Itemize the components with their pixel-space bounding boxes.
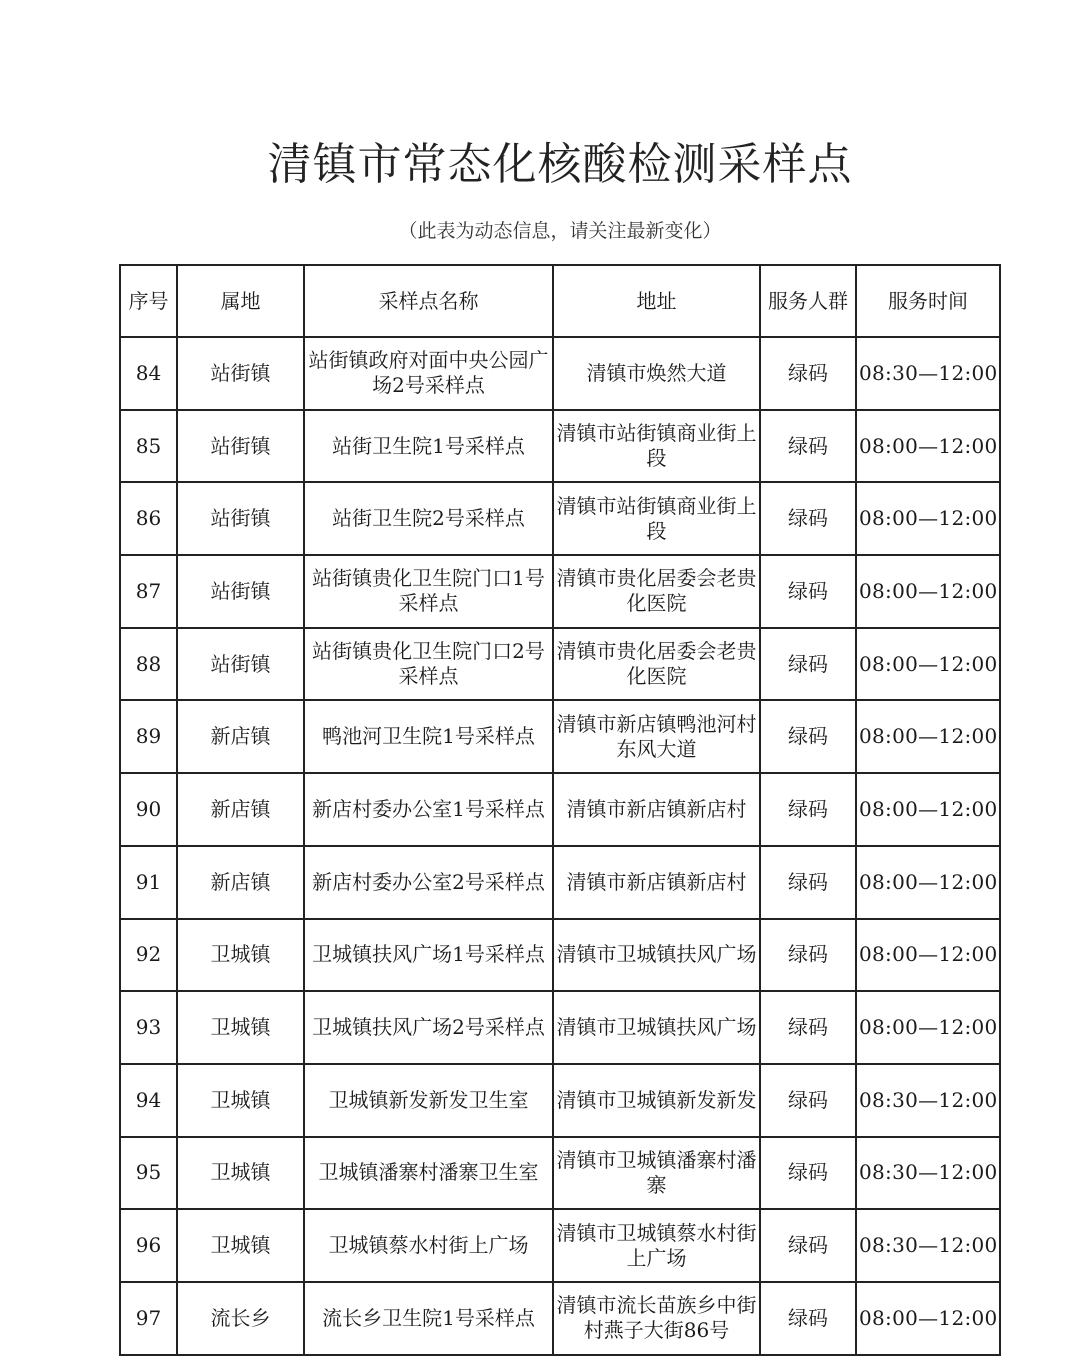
cell-address: 清镇市卫城镇扶风广场 — [553, 991, 760, 1064]
cell-service-group: 绿码 — [760, 410, 856, 483]
cell-address: 清镇市卫城镇潘寨村潘寨 — [553, 1137, 760, 1210]
table-row — [120, 1064, 1000, 1137]
table-row — [120, 1209, 1000, 1282]
cell-district: 新店镇 — [177, 846, 304, 919]
cell-index: 86 — [120, 482, 177, 555]
sampling-sites-table — [119, 264, 1001, 1356]
cell-district: 卫城镇 — [177, 919, 304, 992]
table-row — [120, 1282, 1000, 1355]
cell-site-name: 卫城镇新发新发卫生室 — [304, 1064, 553, 1137]
cell-service-time: 08:00—12:00 — [856, 846, 1000, 919]
cell-service-group: 绿码 — [760, 1209, 856, 1282]
table-row — [120, 846, 1000, 919]
cell-index: 90 — [120, 773, 177, 846]
cell-address: 清镇市卫城镇新发新发 — [553, 1064, 760, 1137]
table-row — [120, 991, 1000, 1064]
header-service-group: 服务人群 — [760, 265, 856, 337]
cell-index: 91 — [120, 846, 177, 919]
cell-address: 清镇市新店镇新店村 — [553, 773, 760, 846]
cell-site-name: 站街卫生院1号采样点 — [304, 410, 553, 483]
cell-district: 新店镇 — [177, 700, 304, 773]
cell-index: 97 — [120, 1282, 177, 1355]
cell-service-time: 08:30—12:00 — [856, 1064, 1000, 1137]
cell-service-time: 08:00—12:00 — [856, 555, 1000, 628]
cell-service-time: 08:00—12:00 — [856, 1282, 1000, 1355]
table-header — [120, 265, 1000, 337]
cell-index: 93 — [120, 991, 177, 1064]
cell-address: 清镇市焕然大道 — [553, 337, 760, 410]
cell-service-group: 绿码 — [760, 555, 856, 628]
cell-district: 站街镇 — [177, 410, 304, 483]
cell-service-time: 08:30—12:00 — [856, 1209, 1000, 1282]
table-row — [120, 337, 1000, 410]
table-row — [120, 555, 1000, 628]
cell-district: 卫城镇 — [177, 1137, 304, 1210]
cell-site-name: 卫城镇潘寨村潘寨卫生室 — [304, 1137, 553, 1210]
cell-district: 卫城镇 — [177, 991, 304, 1064]
cell-address: 清镇市站街镇商业街上段 — [553, 482, 760, 555]
cell-site-name: 新店村委办公室1号采样点 — [304, 773, 553, 846]
cell-service-time: 08:00—12:00 — [856, 700, 1000, 773]
table-body — [120, 337, 1000, 1355]
cell-service-group: 绿码 — [760, 1137, 856, 1210]
cell-service-time: 08:00—12:00 — [856, 482, 1000, 555]
table-row — [120, 482, 1000, 555]
table-row — [120, 773, 1000, 846]
cell-address: 清镇市卫城镇蔡水村街上广场 — [553, 1209, 760, 1282]
cell-service-group: 绿码 — [760, 700, 856, 773]
cell-site-name: 站街卫生院2号采样点 — [304, 482, 553, 555]
cell-service-time: 08:00—12:00 — [856, 991, 1000, 1064]
cell-service-group: 绿码 — [760, 991, 856, 1064]
header-address: 地址 — [553, 265, 760, 337]
cell-district: 卫城镇 — [177, 1064, 304, 1137]
header-service-time: 服务时间 — [856, 265, 1000, 337]
header-district: 属地 — [177, 265, 304, 337]
cell-site-name: 鸭池河卫生院1号采样点 — [304, 700, 553, 773]
page-subtitle: （此表为动态信息，请关注最新变化） — [398, 220, 722, 242]
cell-district: 卫城镇 — [177, 1209, 304, 1282]
cell-service-time: 08:30—12:00 — [856, 337, 1000, 410]
table-row — [120, 1137, 1000, 1210]
cell-index: 87 — [120, 555, 177, 628]
cell-address: 清镇市新店镇新店村 — [553, 846, 760, 919]
cell-index: 96 — [120, 1209, 177, 1282]
table-row — [120, 410, 1000, 483]
cell-district: 站街镇 — [177, 482, 304, 555]
table-row — [120, 919, 1000, 992]
cell-site-name: 卫城镇扶风广场1号采样点 — [304, 919, 553, 992]
cell-site-name: 流长乡卫生院1号采样点 — [304, 1282, 553, 1355]
cell-district: 新店镇 — [177, 773, 304, 846]
cell-index: 88 — [120, 628, 177, 701]
table-row — [120, 700, 1000, 773]
header-row — [120, 265, 1000, 337]
cell-service-time: 08:00—12:00 — [856, 773, 1000, 846]
cell-service-time: 08:00—12:00 — [856, 628, 1000, 701]
cell-index: 95 — [120, 1137, 177, 1210]
cell-district: 站街镇 — [177, 337, 304, 410]
cell-index: 89 — [120, 700, 177, 773]
cell-service-time: 08:00—12:00 — [856, 919, 1000, 992]
cell-site-name: 站街镇政府对面中央公园广场2号采样点 — [304, 337, 553, 410]
cell-site-name: 站街镇贵化卫生院门口1号采样点 — [304, 555, 553, 628]
cell-address: 清镇市卫城镇扶风广场 — [553, 919, 760, 992]
cell-district: 站街镇 — [177, 628, 304, 701]
cell-service-group: 绿码 — [760, 773, 856, 846]
header-index: 序号 — [120, 265, 177, 337]
page-title: 清镇市常态化核酸检测采样点 — [267, 139, 853, 190]
cell-address: 清镇市贵化居委会老贵化医院 — [553, 628, 760, 701]
cell-address: 清镇市新店镇鸭池河村东风大道 — [553, 700, 760, 773]
cell-service-group: 绿码 — [760, 337, 856, 410]
cell-service-group: 绿码 — [760, 846, 856, 919]
header-site-name: 采样点名称 — [304, 265, 553, 337]
cell-service-time: 08:30—12:00 — [856, 1137, 1000, 1210]
cell-address: 清镇市站街镇商业街上段 — [553, 410, 760, 483]
cell-index: 85 — [120, 410, 177, 483]
cell-site-name: 卫城镇蔡水村街上广场 — [304, 1209, 553, 1282]
cell-site-name: 新店村委办公室2号采样点 — [304, 846, 553, 919]
cell-index: 84 — [120, 337, 177, 410]
cell-service-group: 绿码 — [760, 1064, 856, 1137]
table-row — [120, 628, 1000, 701]
cell-service-group: 绿码 — [760, 482, 856, 555]
cell-index: 94 — [120, 1064, 177, 1137]
cell-site-name: 卫城镇扶风广场2号采样点 — [304, 991, 553, 1064]
cell-site-name: 站街镇贵化卫生院门口2号采样点 — [304, 628, 553, 701]
cell-service-time: 08:00—12:00 — [856, 410, 1000, 483]
cell-address: 清镇市贵化居委会老贵化医院 — [553, 555, 760, 628]
cell-service-group: 绿码 — [760, 628, 856, 701]
cell-district: 站街镇 — [177, 555, 304, 628]
cell-district: 流长乡 — [177, 1282, 304, 1355]
cell-service-group: 绿码 — [760, 1282, 856, 1355]
cell-index: 92 — [120, 919, 177, 992]
cell-service-group: 绿码 — [760, 919, 856, 992]
cell-address: 清镇市流长苗族乡中街村燕子大街86号 — [553, 1282, 760, 1355]
